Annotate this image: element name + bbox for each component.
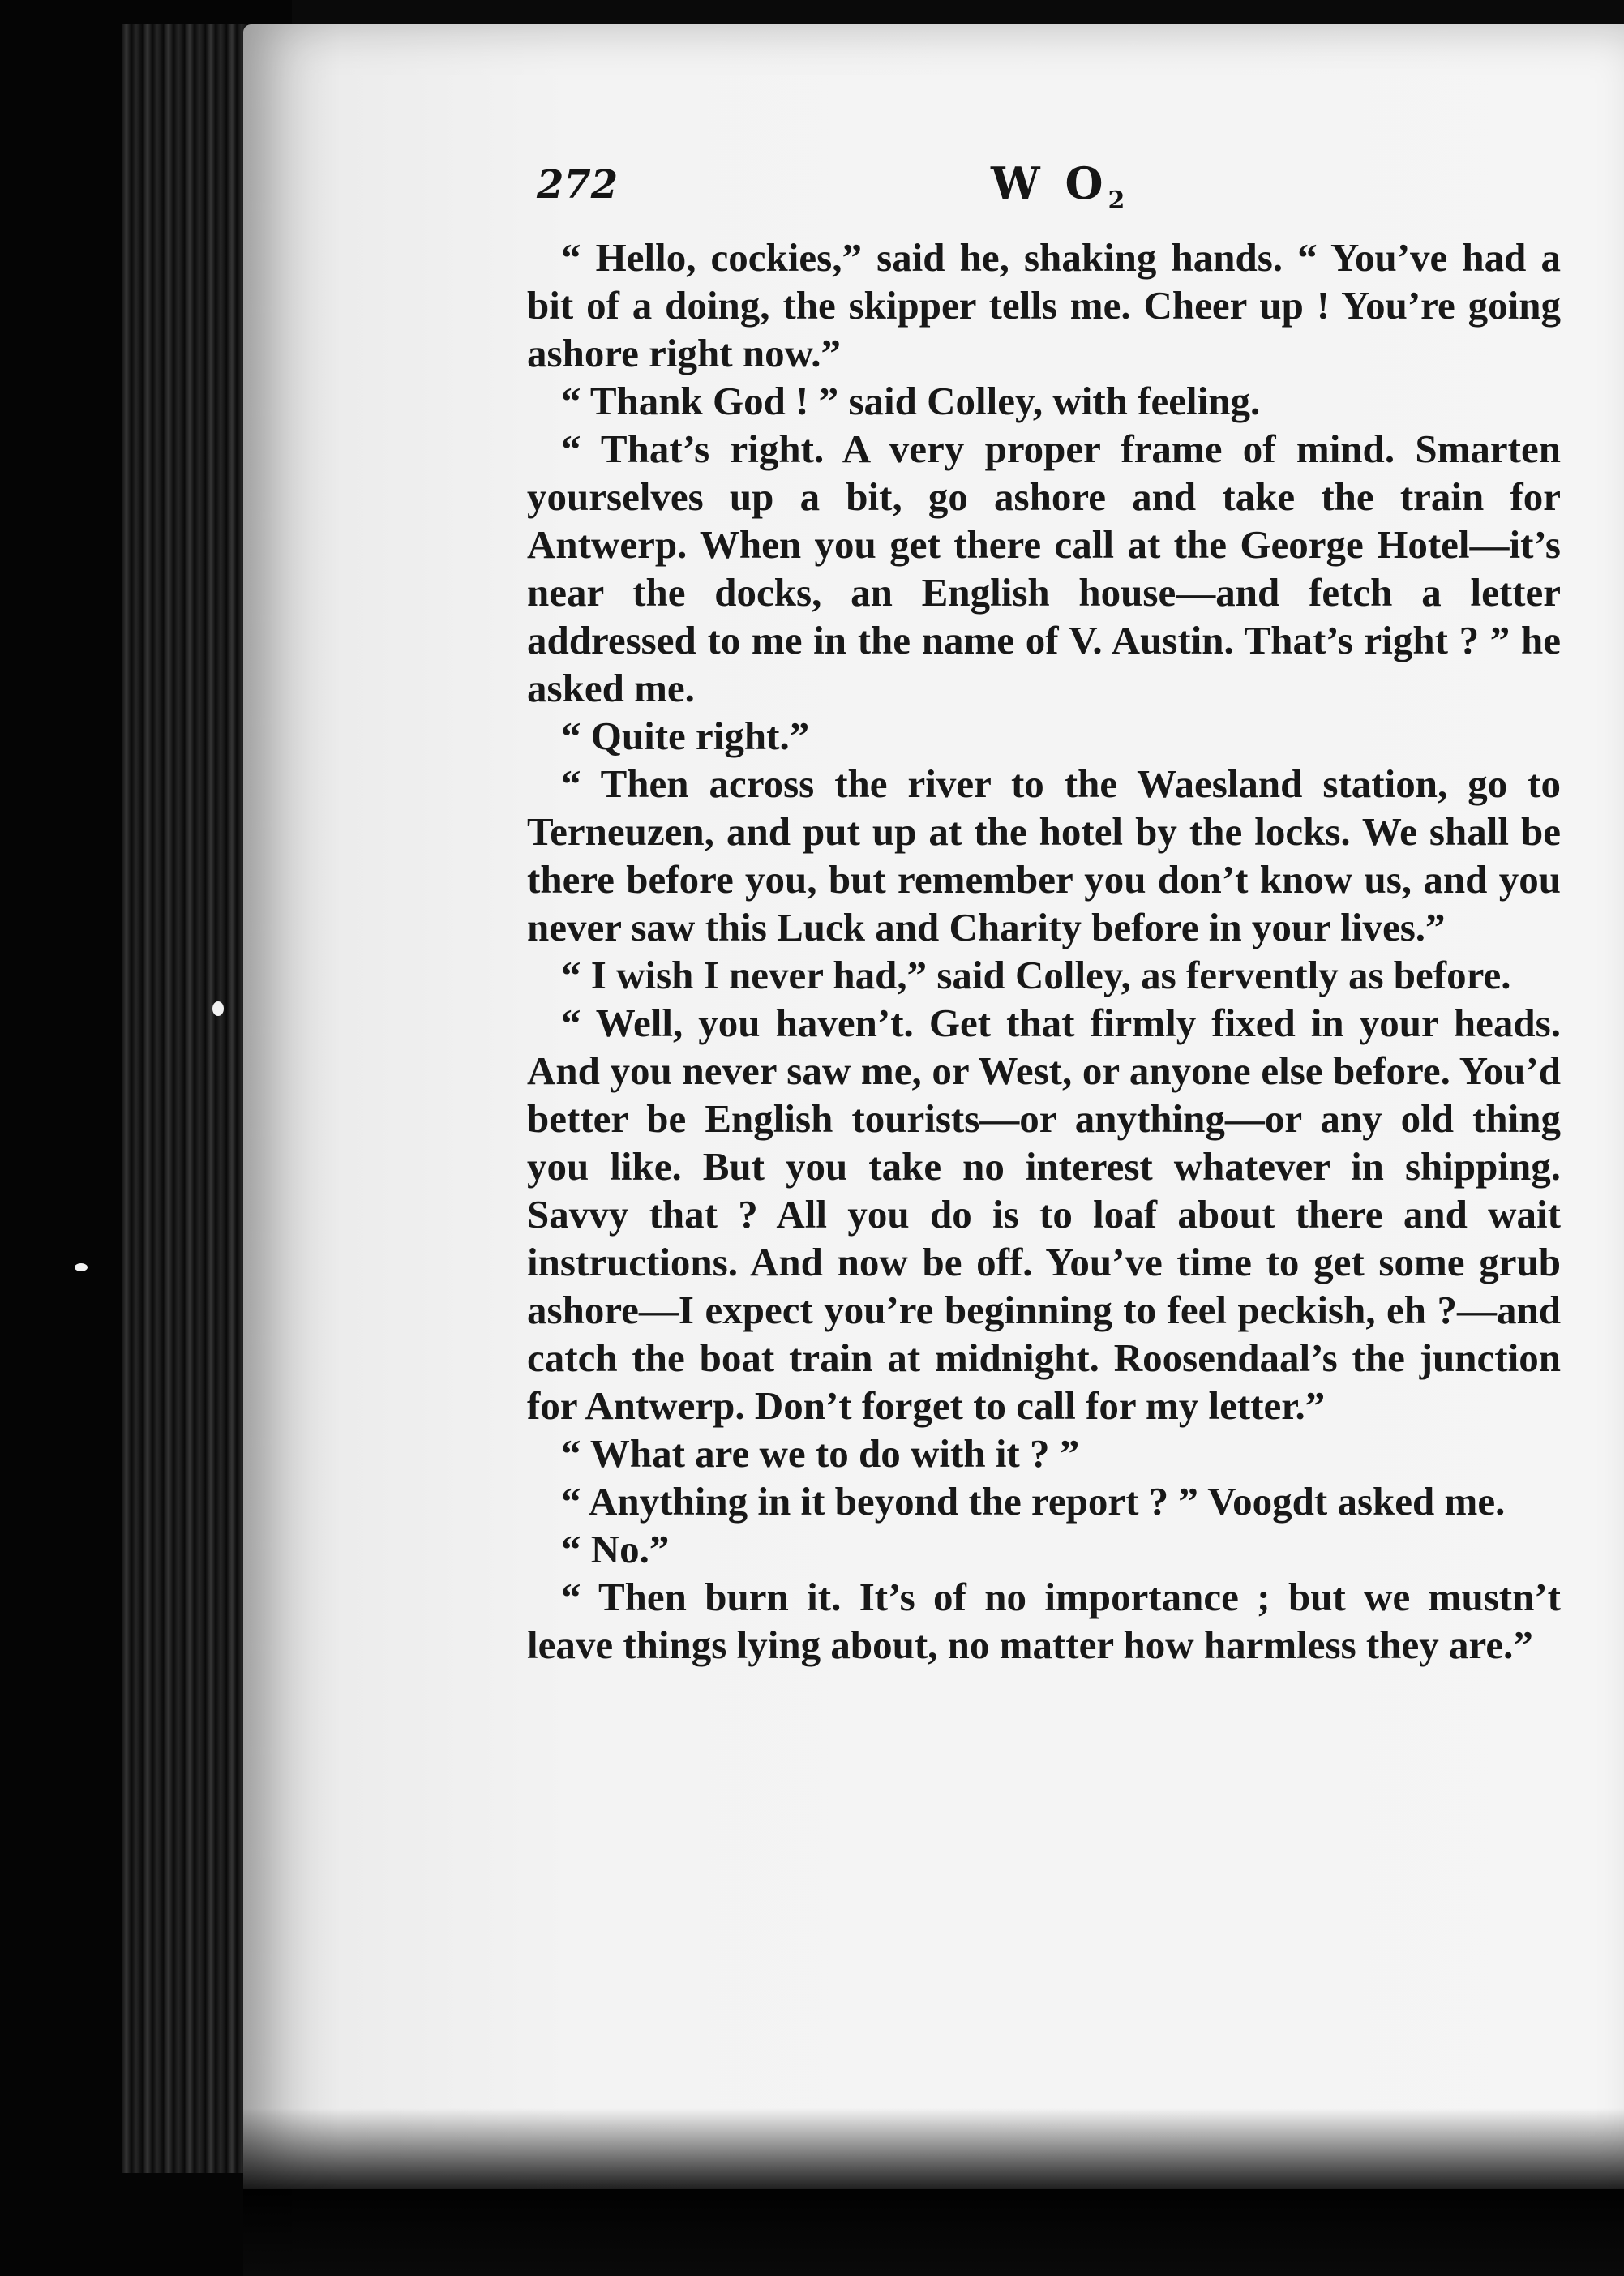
running-title-text: W O	[991, 157, 1108, 209]
paragraph: “ I wish I never had,” said Colley, as fervently as before.	[561, 953, 1511, 997]
paragraph: “ Well, you haven’t. Get that firmly fixed in your heads. And you never saw me, or West, or anyone else before. You’d better be English tourists—or anything—or any old thing you like. But you take no interest whatever in shipping. Savvy that ? All you do is to loaf about there and wait instructions. And now be off. You’ve time to get some grub ashore—I expect you’re beginning to feel peckish, eh ?—and catch the boat train at midnight. Roosendaal’s the junction for Antwerp. Don’t forget to call for my letter.”	[527, 1001, 1561, 1428]
paragraph: “ Thank God ! ” said Colley, with feeling.	[561, 379, 1261, 423]
paragraph: “ Anything in it beyond the report ? ” Voogdt asked me.	[561, 1479, 1506, 1524]
page-number: 272	[537, 162, 619, 208]
running-title-subscript: 2	[1108, 186, 1125, 215]
body-text	[527, 234, 1561, 1669]
paragraph: “ What are we to do with it ? ”	[561, 1431, 1080, 1476]
paragraph: “ Then across the river to the Waesland station, go to Terneuzen, and put up at the hotel by the locks. We shall be there before you, but remember you don’t know us, and you never saw this Luck and Charity before in your lives.”	[527, 761, 1561, 949]
scan-speck	[212, 1001, 224, 1016]
running-title	[991, 157, 1125, 215]
scan-speck	[75, 1263, 88, 1271]
paragraph: “ That’s right. A very proper frame of mind. Smarten yourselves up a bit, go ashore and take the train for Antwerp. When you get there call at the George Hotel—it’s near the docks, an English house—and fetch a letter addressed to me in the name of V. Austin. That’s right ? ” he asked me.	[527, 426, 1561, 710]
paragraph: “ Then burn it. It’s of no importance ; but we mustn’t leave things lying about, no matter how harmless they are.”	[527, 1575, 1561, 1667]
running-head	[537, 157, 1566, 219]
paragraph: “ Quite right.”	[561, 714, 810, 758]
paragraph: “ Hello, cockies,” said he, shaking hands. “ You’ve had a bit of a doing, the skipper tells me. Cheer up ! You’re going ashore right now.”	[527, 235, 1561, 375]
paragraph: “ No.”	[561, 1527, 670, 1571]
page-bottom-shadow	[243, 2108, 1624, 2276]
